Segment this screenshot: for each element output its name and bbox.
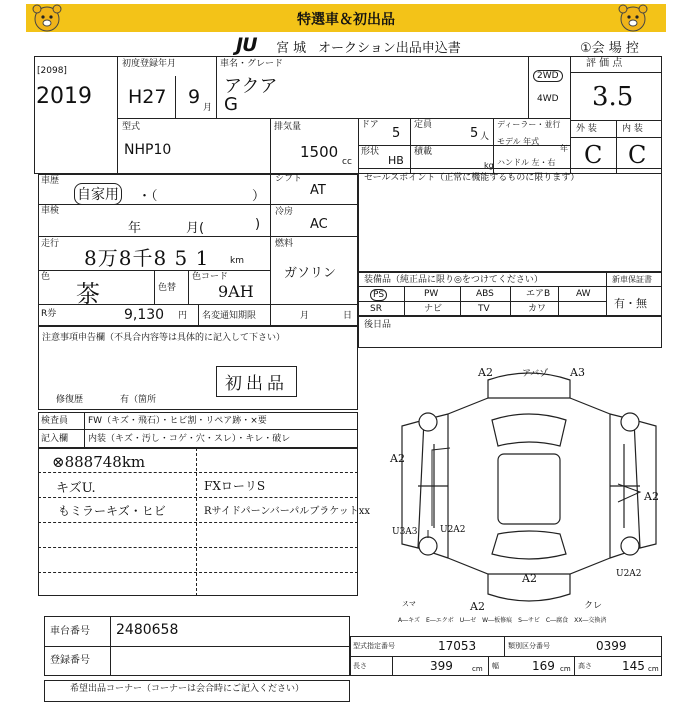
inspection-label: 車検 xyxy=(41,206,60,216)
recycle-label: R券 xyxy=(41,309,57,319)
drive-4wd: 4WD xyxy=(537,94,559,104)
equip-leather: カワ xyxy=(528,304,547,314)
height-unit: cm xyxy=(648,665,659,673)
width-value: 169 xyxy=(532,659,555,673)
mark-smart: スマ xyxy=(402,600,416,608)
equip-abs: ABS xyxy=(476,289,494,299)
interior-label: 内 装 xyxy=(622,124,643,134)
mark-front-center: アバゾ xyxy=(522,369,549,379)
tax-month: 月 xyxy=(300,311,310,321)
length-value: 399 xyxy=(430,659,453,673)
equip-aw: AW xyxy=(576,289,591,299)
reg-label: 登録番号 xyxy=(50,655,90,666)
model-year-unit: 年 xyxy=(560,144,568,153)
mascot-right-icon xyxy=(616,2,650,34)
width-label: 幅 xyxy=(492,662,499,670)
consign-label: 希望出品コーナー（コーナーは会合時にご記入ください） xyxy=(70,684,305,694)
first-listing-stamp: 初出品 xyxy=(216,366,297,397)
shape-label: 形状 xyxy=(361,147,380,157)
history-label: 車歴 xyxy=(41,176,60,186)
note-scratch: キズU. xyxy=(56,481,96,496)
brand-region: 宮 城 xyxy=(276,41,307,56)
history-value: 自家用 xyxy=(74,183,122,205)
note-bumper: Rサイドパーンバーパルブラケットxx xyxy=(204,506,371,517)
handle-label: ハンドル 左・右 xyxy=(497,158,556,167)
capacity-label: 定員 xyxy=(414,120,433,130)
inspection-month: 月( xyxy=(186,221,205,236)
warranty-label: 新車保証書 xyxy=(612,275,652,284)
color-value: 茶 xyxy=(76,280,100,308)
model-label: 型式 xyxy=(122,122,141,132)
notice-label: 注意事項申告欄（不具合内容等は具体的に記入して下さい） xyxy=(42,333,286,343)
capacity-value: 5 xyxy=(470,126,479,141)
displacement-value: 1500 xyxy=(300,143,339,161)
shift-label: シフト xyxy=(275,174,303,184)
history-close: ） xyxy=(252,189,266,204)
mileage-value: 8万8千8 5 1 xyxy=(84,246,210,270)
after-label: 後日品 xyxy=(364,320,392,330)
class-value: 0399 xyxy=(596,639,627,653)
length-unit: cm xyxy=(472,665,483,673)
damage-legend: A―キズ E―エクボ U―ゼ W―板修痕 S―サビ C―腐食 XX―交換済 xyxy=(398,617,607,624)
ac-value: AC xyxy=(310,217,328,232)
mark-front-right: A3 xyxy=(570,366,585,379)
name-grade-label: 車名・グレード xyxy=(220,59,284,69)
mascot-left-icon xyxy=(30,2,64,34)
inspector-items: FW（キズ・飛石）・ヒビ割・リペア跡・×要 xyxy=(88,416,267,426)
exterior-label: 外 装 xyxy=(576,124,597,134)
grade-value: G xyxy=(224,94,238,115)
mark-crack: クレ xyxy=(584,601,603,611)
recycle-unit: 円 xyxy=(178,311,188,321)
door-value: 5 xyxy=(392,126,401,141)
interior-grade: C xyxy=(628,141,647,169)
month-value: 9 xyxy=(188,86,201,108)
equip-sr: SR xyxy=(370,304,382,314)
class-label: 類別区分番号 xyxy=(508,642,550,650)
model-year-label: モデル 年式 xyxy=(497,137,540,146)
car-damage-diagram xyxy=(388,358,670,618)
displacement-unit: cc xyxy=(342,157,352,167)
equip-navi: ナビ xyxy=(424,304,443,314)
model-code: NHP10 xyxy=(124,142,172,158)
height-label: 高さ xyxy=(578,662,592,670)
displacement-label: 排気量 xyxy=(274,122,302,132)
mileage-label: 走行 xyxy=(41,239,60,249)
fuel-value: ガソリン xyxy=(284,266,337,281)
color-code-label: 色コード xyxy=(192,272,229,282)
equip-tv: TV xyxy=(478,304,490,314)
drive-2wd: 2WD xyxy=(533,70,563,82)
repair-value: 有（箇所 xyxy=(120,395,157,405)
sales-point-box xyxy=(358,168,662,272)
inspector-label: 検査員 xyxy=(41,416,69,426)
car-name: アクア xyxy=(224,76,278,97)
equip-pw: PW xyxy=(424,289,439,299)
chassis-value: 2480658 xyxy=(116,622,179,638)
rating-value: 3.5 xyxy=(592,82,634,112)
month-unit: 月 xyxy=(203,103,213,113)
form-title: オークション出品申込書 xyxy=(318,41,461,56)
equipment-label: 装備品（純正品に限り◎をつけてください） xyxy=(364,275,543,285)
history-rest: ・（ xyxy=(138,189,158,204)
mark-left-side: A2 xyxy=(390,452,405,465)
fuel-label: 燃料 xyxy=(275,239,294,249)
mark-rear-bumper: A2 xyxy=(470,600,485,613)
sales-point-label: セールスポイント（正常に機能するものに限ります） xyxy=(364,173,580,183)
mark-rear-center: A2 xyxy=(522,572,537,585)
height-value: 145 xyxy=(622,659,645,673)
color-label: 色 xyxy=(41,272,51,282)
color-code-value: 9AH xyxy=(218,282,254,301)
copy-label: ①会 場 控 xyxy=(580,41,639,56)
load-unit: kg xyxy=(484,161,494,170)
form-id: [2098] xyxy=(37,66,67,76)
inspection-close: ) xyxy=(255,217,261,232)
length-label: 長さ xyxy=(353,662,367,670)
recycle-value: 9,130 xyxy=(124,307,165,323)
equip-airbag: エアB xyxy=(526,289,551,299)
rating-label: 評 価 点 xyxy=(586,58,623,69)
note-odometer: ⊗888748km xyxy=(52,453,146,471)
first-reg-label: 初度登録年月 xyxy=(122,59,177,69)
width-unit: cm xyxy=(560,665,571,673)
entry-items: 内装（キズ・汚し・コゲ・穴・スレ）・キレ・破レ xyxy=(88,434,291,444)
mark-left-rear: U3A3 xyxy=(392,527,418,537)
entry-label: 記入欄 xyxy=(41,434,69,444)
door-label: ドア xyxy=(361,120,379,130)
warranty-value: 有・無 xyxy=(614,297,647,310)
mark-front-left: A2 xyxy=(478,366,493,379)
capacity-unit: 人 xyxy=(480,132,490,142)
after-items-box xyxy=(358,316,662,348)
brand-logo: JU xyxy=(236,34,257,56)
tax-day: 日 xyxy=(343,311,353,321)
note-mirror: もミラーキズ・ヒビ xyxy=(58,504,166,518)
load-label: 積載 xyxy=(414,147,433,157)
dealer-label: ディーラー・並行 xyxy=(497,120,561,129)
type-label: 型式指定番号 xyxy=(353,642,395,650)
exterior-grade: C xyxy=(584,141,603,169)
shape-value: HB xyxy=(388,154,404,167)
repair-label: 修復歴 xyxy=(56,395,84,405)
tax-label: 名変通知期限 xyxy=(202,311,257,321)
note-fx: FXローリS xyxy=(204,479,266,493)
year-value: 2019 xyxy=(36,84,92,109)
mark-rear-quarter: U2A2 xyxy=(440,525,466,535)
type-value: 17053 xyxy=(438,639,477,653)
chassis-label: 車台番号 xyxy=(50,626,90,637)
mileage-unit: km xyxy=(230,256,244,266)
ac-label: 冷房 xyxy=(275,207,294,217)
mark-rear-right: U2A2 xyxy=(616,569,642,579)
shift-value: AT xyxy=(310,183,326,198)
banner-title: 特選車＆初出品 xyxy=(297,12,395,28)
equip-ps: PS xyxy=(370,289,387,301)
color-change-label: 色替 xyxy=(158,283,177,293)
inspection-year: 年 xyxy=(128,221,142,236)
mark-right-side: A2 xyxy=(644,490,659,503)
era-value: H27 xyxy=(128,86,167,108)
header-banner xyxy=(26,4,666,32)
